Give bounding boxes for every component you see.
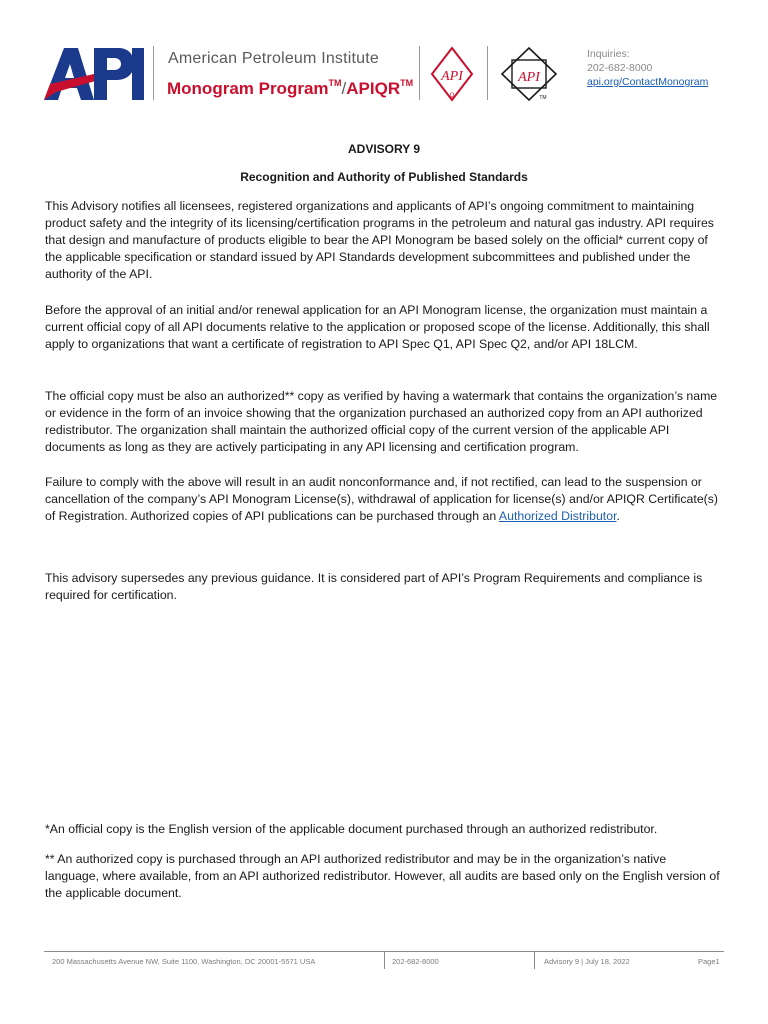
inquiries-block — [587, 47, 708, 89]
seal-2-mark: TM — [539, 95, 547, 101]
header-divider — [487, 46, 488, 100]
paragraph-official-copy: The official copy must be also an authorized** copy as verified by having a watermark that contains the organization’s name or evidence in the form of an invoice showing that the organization purchased an authorized copy from an API authorized redistributor. The organization shall maintain the authorized official copy of the current version of the applicable API documents as long as they are actively participating in any API licensing and certification program. — [45, 389, 718, 454]
footer-phone: 202-682-8000 — [392, 957, 439, 966]
page-header — [0, 0, 768, 110]
header-divider — [153, 46, 154, 100]
monogram-seal-icon — [430, 46, 474, 104]
seal-1-mark: Q — [449, 93, 455, 99]
program-suffix-tm: TM — [400, 78, 414, 88]
footnote-official-copy: *An official copy is the English version of the applicable document purchased through an authorized redistributor. — [45, 822, 658, 836]
program-suffix: APIQR — [346, 79, 401, 98]
program-tm: TM — [328, 78, 342, 88]
paragraph-approval: Before the approval of an initial and/or renewal application for an API Monogram license, the organization must maintain a current official copy of all API documents relative to the application or proposed scope of the license. Additionally, this shall apply to organizations that want a certificate of registration to API Spec Q1, API Spec Q2, and/or API 18LCM. — [45, 303, 710, 351]
footer-separator — [534, 951, 535, 969]
seal-1-letters: API — [441, 69, 463, 84]
paragraph-supersedes: This advisory supersedes any previous guidance. It is considered part of API’s Program Requirements and compliance is required for certification. — [45, 571, 703, 602]
paragraph-failure-end: . — [616, 509, 620, 523]
footnote-authorized-copy: ** An authorized copy is purchased through an API authorized redistributor and may be in the organization’s native language, where available, from an API authorized redistributor. However, all audits are based only on the English version of the applicable document. — [45, 852, 720, 900]
seal-2-letters: API — [518, 70, 540, 85]
paragraph-failure — [45, 474, 721, 525]
footer-page-number: Page1 — [698, 957, 720, 966]
footer-separator — [384, 951, 385, 969]
program-name-text: Monogram Program — [167, 79, 329, 98]
advisory-subtitle: Recognition and Authority of Published Standards — [240, 170, 528, 184]
program-separator: / — [341, 79, 347, 98]
footer-address: 200 Massachusetts Avenue NW, Suite 1100, Washington, DC 20001-5571 USA — [52, 957, 316, 966]
header-divider — [419, 46, 420, 100]
contact-monogram-link[interactable]: api.org/ContactMonogram — [587, 76, 709, 88]
advisory-title: ADVISORY 9 — [347, 142, 421, 156]
org-name: American Petroleum Institute — [168, 50, 380, 67]
authorized-distributor-link[interactable]: Authorized Distributor — [498, 509, 617, 523]
program-name — [167, 78, 413, 99]
paragraph-failure-text: Failure to comply with the above will result in an audit nonconformance and, if not rectified, can lead to the suspension or cancellation of the company’s API Monogram License(s), withdrawal of application for license(s) and/or APIQR Certificate(s) of Registration. Authorized copies of API publications can be purchased through an — [45, 475, 718, 523]
api-logo — [44, 44, 144, 100]
apiqr-seal-icon — [498, 44, 560, 104]
footer-doc-ref: Advisory 9 | July 18, 2022 — [544, 957, 630, 966]
paragraph-intro: This Advisory notifies all licensees, registered organizations and applicants of API’s ongoing commitment to maintaining product safety and the integrity of its licensing/certification programs in the petroleum and natural gas industry. API requires that design and manufacture of products eligible to bear the API Monogram be based solely on the official* current copy of the applicable specification or standard issued by API Standards development subcommittees and published under the authority of the API. — [45, 199, 714, 281]
inquiries-phone: 202-682-8000 — [587, 62, 653, 74]
inquiries-label: Inquiries: — [587, 48, 630, 60]
